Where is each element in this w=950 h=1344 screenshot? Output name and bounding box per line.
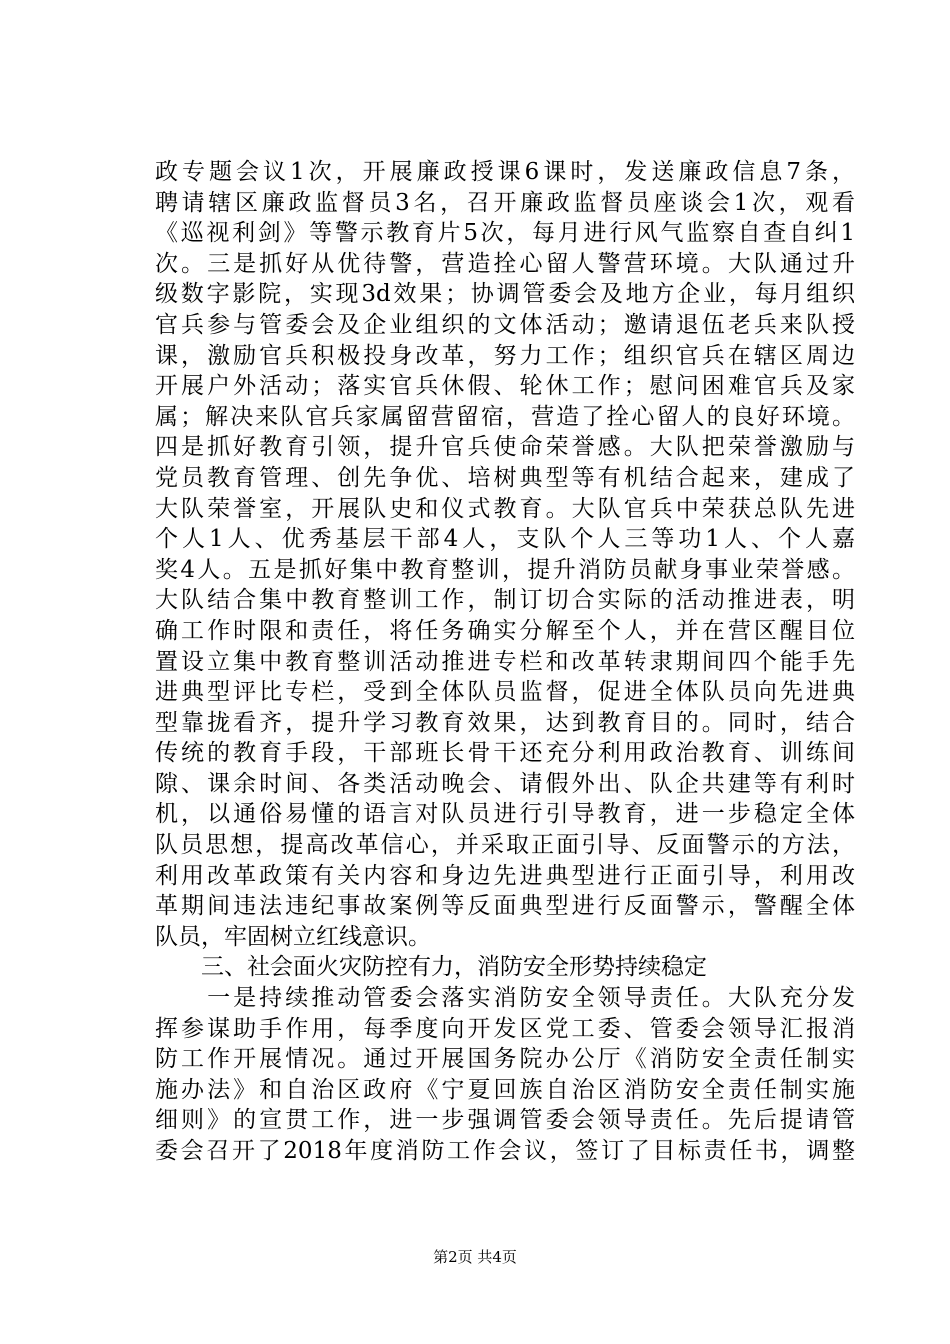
text-line: 政专题会议1次，开展廉政授课6课时，发送廉政信息7条， [155, 159, 855, 185]
text-line: 机，以通俗易懂的语言对队员进行引导教育，进一步稳定全体 [155, 801, 855, 828]
text-line: 革期间违法违纪事故案例等反面典型进行反面警示，警醒全体 [155, 893, 855, 920]
text-line: 属；解决来队官兵家属留营留宿，营造了拴心留人的良好环境。 [155, 403, 855, 430]
text-line: 党员教育管理、创先争优、培树典型等有机结合起来，建成了 [155, 464, 855, 491]
text-line: 聘请辖区廉政监督员3名，召开廉政监督员座谈会1次，观看 [155, 189, 855, 216]
text-line: 级数字影院，实现3d效果；协调管委会及地方企业，每月组织 [155, 281, 855, 308]
body-text [155, 157, 855, 1167]
text-line: 官兵参与管委会及企业组织的文体活动；邀请退伍老兵来队授 [155, 311, 855, 338]
text-line: 防工作开展情况。通过开展国务院办公厅《消防安全责任制实 [155, 1046, 855, 1073]
text-line: 传统的教育手段，干部班长骨干还充分利用政治教育、训练间 [155, 740, 855, 767]
text-line: 课，激励官兵积极投身改革，努力工作；组织官兵在辖区周边 [155, 342, 855, 369]
text-line: 进典型评比专栏，受到全体队员监督，促进全体队员向先进典 [155, 679, 855, 706]
text-line: 挥参谋助手作用，每季度向开发区党工委、管委会领导汇报消 [155, 1015, 855, 1042]
text-line: 确工作时限和责任，将任务确实分解至个人，并在营区醒目位 [155, 617, 855, 644]
text-line: 施办法》和自治区政府《宁夏回族自治区消防安全责任制实施 [155, 1076, 855, 1103]
section-heading: 三、社会面火灾防控有力，消防安全形势持续稳定 [155, 954, 707, 981]
text-line: 细则》的宣贯工作，进一步强调管委会领导责任。先后提请管 [155, 1107, 855, 1134]
text-line: 利用改革政策有关内容和身边先进典型进行正面引导，利用改 [155, 862, 855, 889]
text-line: 个人1人、优秀基层干部4人，支队个人三等功1人、个人嘉 [155, 526, 855, 553]
text-line: 隙、课余时间、各类活动晚会、请假外出、队企共建等有利时 [155, 770, 855, 797]
text-line: 委会召开了2018年度消防工作会议，签订了目标责任书，调整 [155, 1138, 855, 1164]
text-line: 奖4人。五是抓好集中教育整训，提升消防员献身事业荣誉感。 [155, 556, 855, 583]
text-line: 四是抓好教育引领，提升官兵使命荣誉感。大队把荣誉激励与 [155, 434, 855, 461]
text-line: 型靠拢看齐，提升学习教育效果，达到教育目的。同时，结合 [155, 709, 855, 736]
text-line: 置设立集中教育整训活动推进专栏和改革转隶期间四个能手先 [155, 648, 855, 675]
text-line: 《巡视利剑》等警示教育片5次，每月进行风气监察自查自纠1 [155, 220, 855, 247]
text-line: 开展户外活动；落实官兵休假、轮休工作；慰问困难官兵及家 [155, 373, 855, 400]
text-line: 队员思想，提高改革信心，并采取正面引导、反面警示的方法， [155, 832, 855, 859]
text-line: 一是持续推动管委会落实消防安全领导责任。大队充分发 [155, 985, 855, 1012]
text-line: 大队结合集中教育整训工作，制订切合实际的活动推进表，明 [155, 587, 855, 614]
text-line: 次。三是抓好从优待警，营造拴心留人警营环境。大队通过升 [155, 250, 855, 277]
page-footer: 第2页 共4页 [433, 1248, 517, 1266]
text-line: 大队荣誉室，开展队史和仪式教育。大队官兵中荣获总队先进 [155, 495, 855, 522]
text-line: 队员，牢固树立红线意识。 [155, 923, 431, 950]
